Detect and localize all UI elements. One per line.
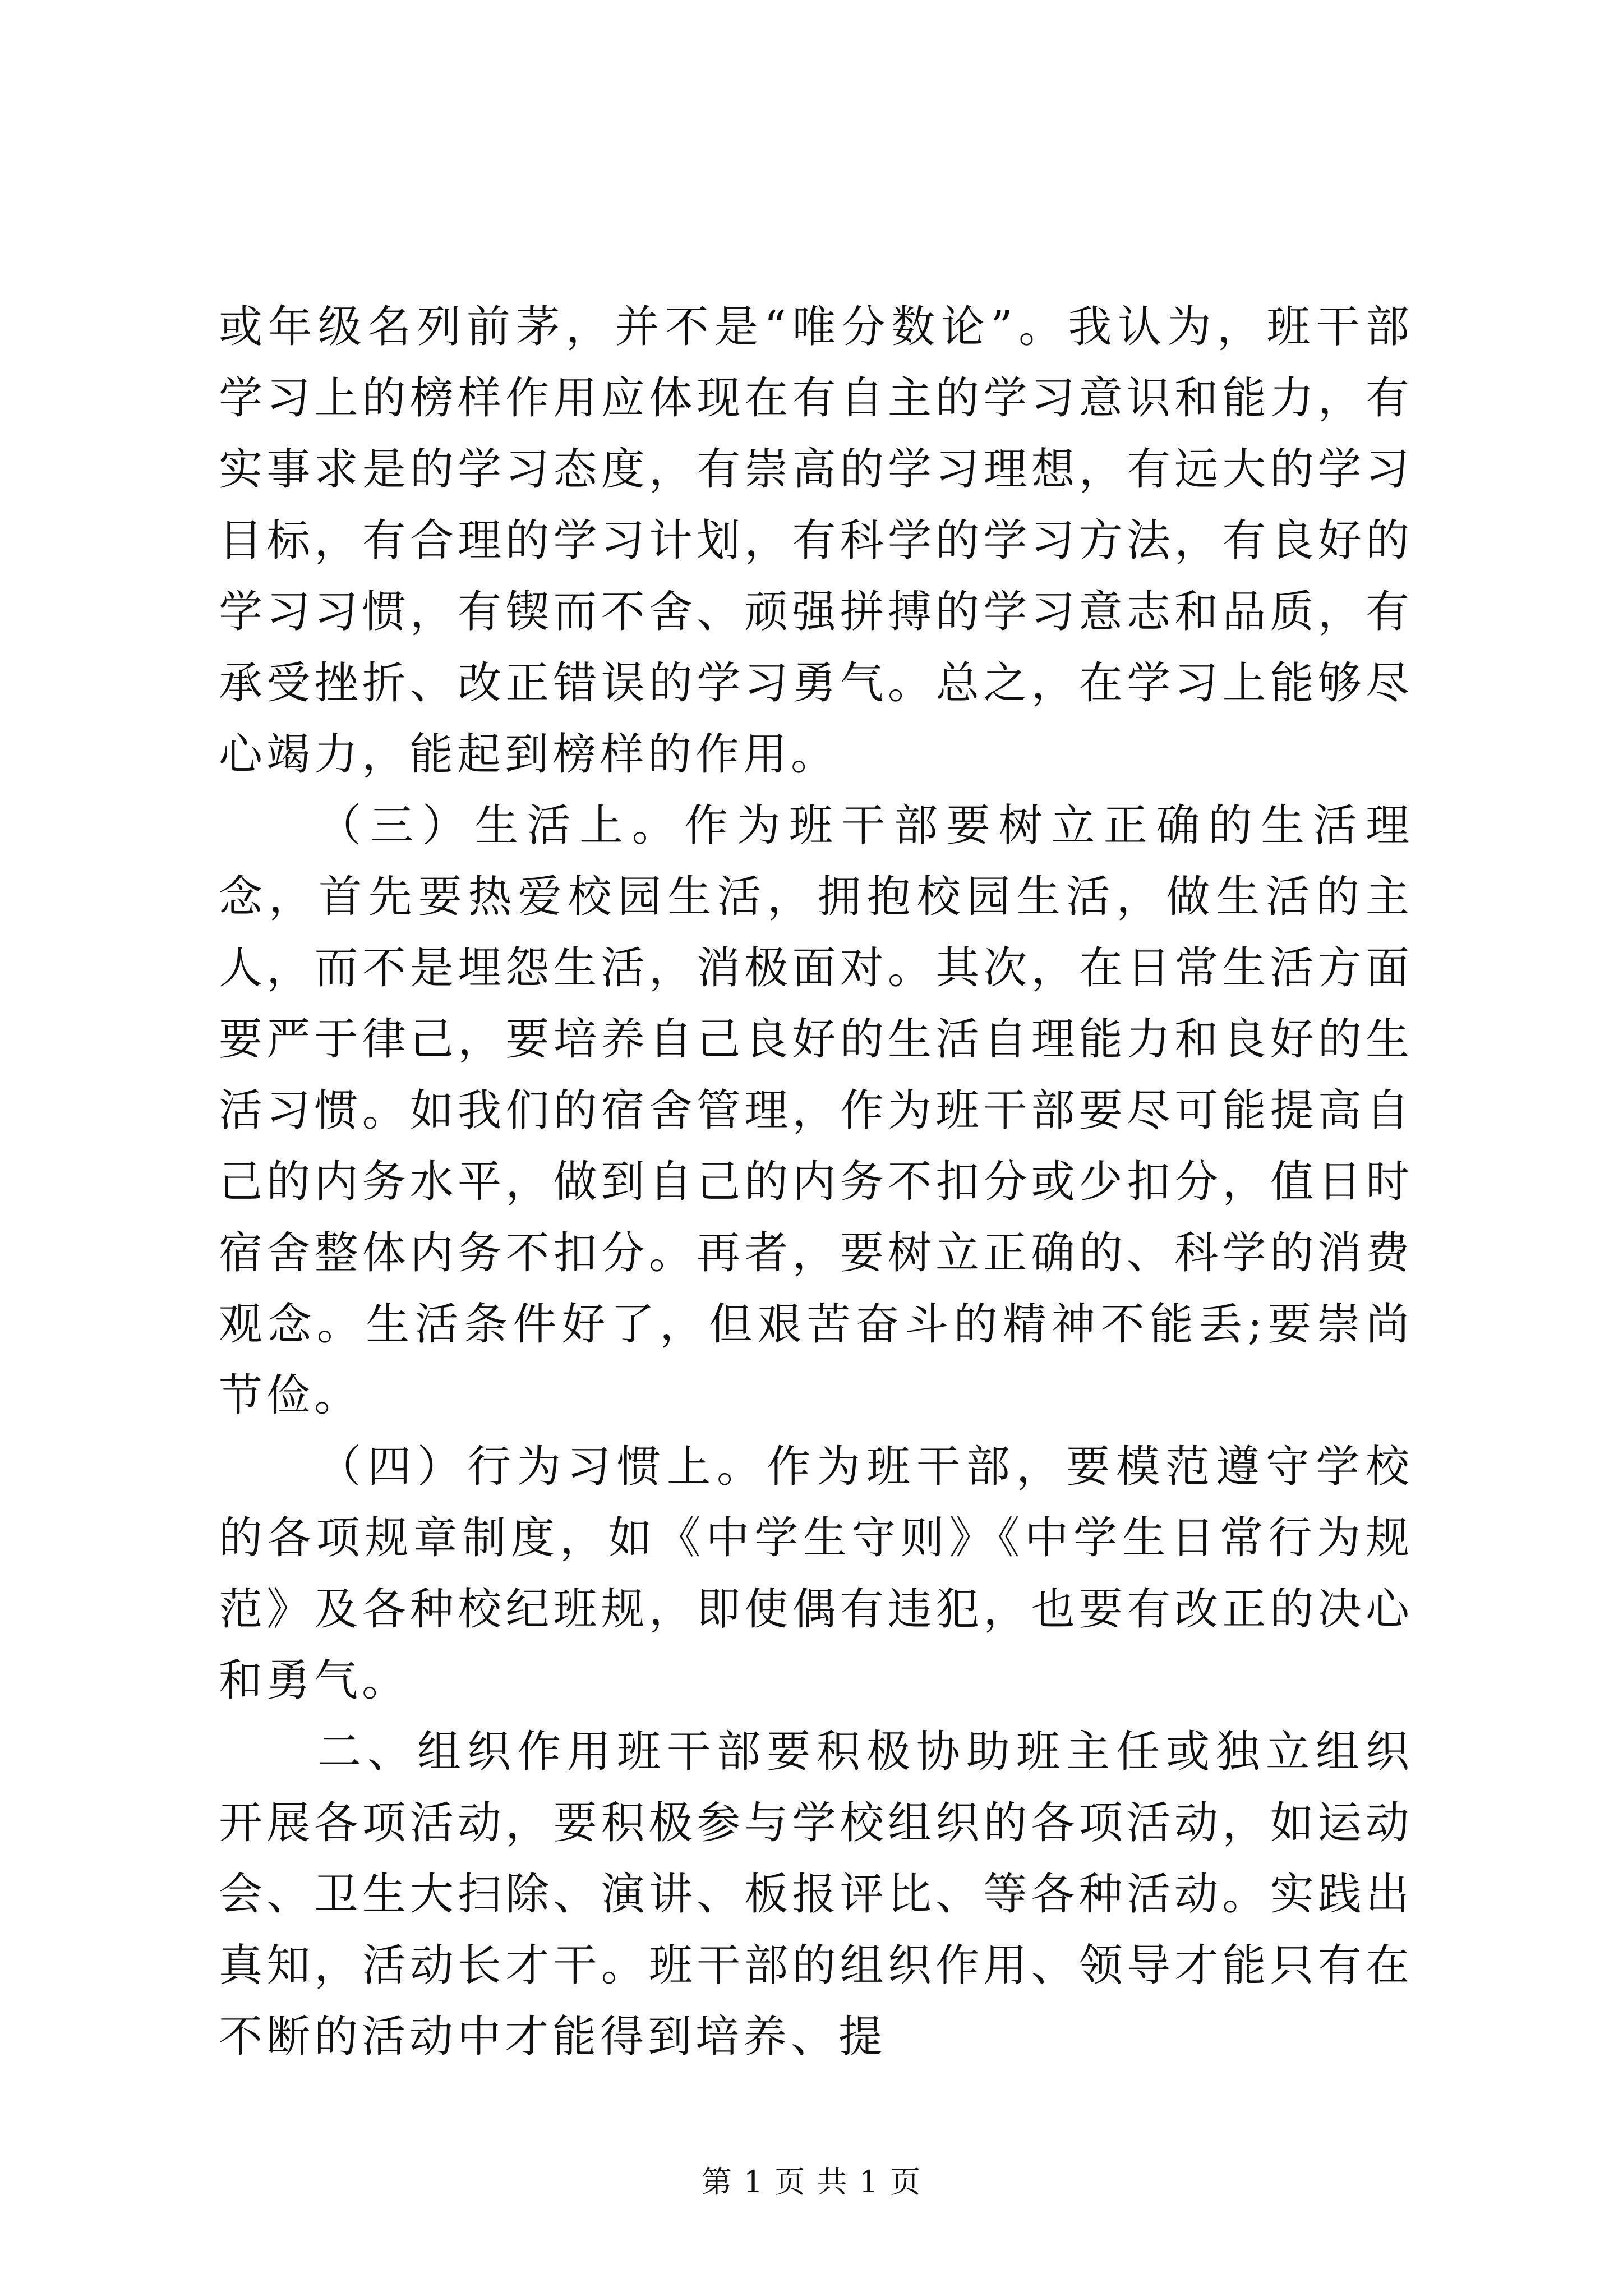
paragraph-behavior: （四）行为习惯上。作为班干部，要模范遵守学校的各项规章制度，如《中学生守则》《中学生日常行为规范》及各种校纪班规，即使偶有违犯，也要有改正的决心和勇气。 bbox=[219, 1442, 1413, 1706]
paragraph-life: （三）生活上。作为班干部要树立正确的生活理念，首先要热爱校园生活，拥抱校园生活，做生活的主人，而不是埋怨生活，消极面对。其次，在日常生活方面要严于律己，要培养自己良好的生活自理能力和良好的生活习惯。如我们的宿舍管理，作为班干部要尽可能提高自己的内务水平，做到自己的内务不扣分或少扣分，值日时宿舍整体内务不扣分。再者，要树立正确的、科学的消费观念。生活条件好了，但艰苦奋斗的精神不能丢;要崇尚节俭。 bbox=[219, 800, 1413, 1421]
paragraph-organization: 二、组织作用班干部要积极协助班主任或独立组织开展各项活动，要积极参与学校组织的各项活动，如运动会、卫生大扫除、演讲、板报评比、等各种活动。实践出真知，活动长才干。班干部的组织作用、领导才能只有在不断的活动中才能得到培养、提 bbox=[219, 1727, 1413, 2062]
page-footer: 第 1 页 共 1 页 bbox=[701, 2164, 922, 2200]
body-text bbox=[219, 292, 1413, 2073]
paragraph-study-role: 或年级名列前茅，并不是“唯分数论”。我认为，班干部学习上的榜样作用应体现在有自主的学习意识和能力，有实事求是的学习态度，有崇高的学习理想，有远大的学习目标，有合理的学习计划，有科学的学习方法，有良好的学习习惯，有锲而不舍、顽强拼搏的学习意志和品质，有承受挫折、改正错误的学习勇气。总之，在学习上能够尽心竭力，能起到榜样的作用。 bbox=[219, 302, 1413, 780]
